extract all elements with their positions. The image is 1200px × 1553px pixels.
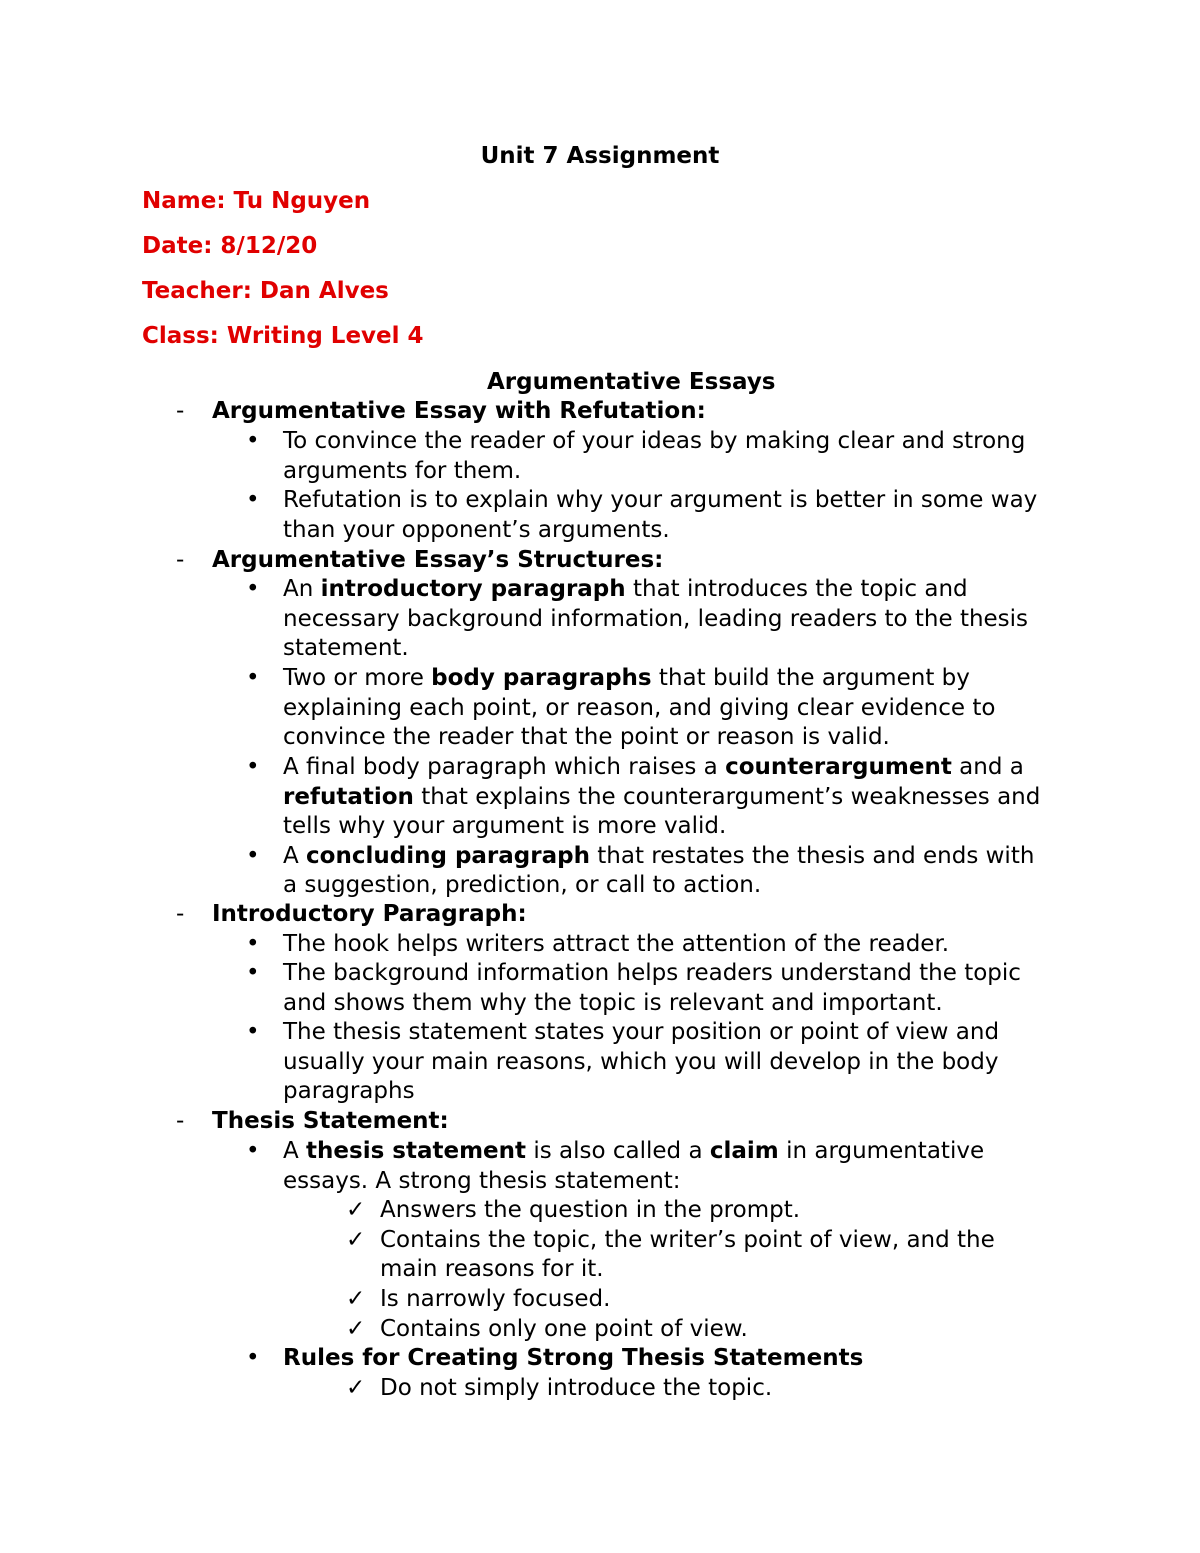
bullet-marker: • bbox=[246, 487, 260, 513]
dash-marker: - bbox=[176, 398, 185, 424]
teacher-name: Teacher: Dan Alves bbox=[142, 278, 389, 304]
section-heading-structures: Argumentative Essay’s Structures: bbox=[212, 547, 664, 573]
bullet-text: The thesis statement states your position or point of view and bbox=[283, 1019, 1000, 1045]
section-heading-refutation: Argumentative Essay with Refutation: bbox=[212, 398, 706, 424]
bold-term: body paragraphs bbox=[431, 665, 652, 691]
assignment-date: Date: 8/12/20 bbox=[142, 233, 318, 259]
dash-marker: - bbox=[176, 547, 185, 573]
check-text: Contains only one point of view. bbox=[380, 1316, 748, 1342]
bullet-text: statement. bbox=[283, 635, 409, 661]
bullet-marker: • bbox=[246, 843, 260, 869]
bullet-text: explaining each point, or reason, and giving clear evidence to bbox=[283, 695, 996, 721]
section-heading-introductory: Introductory Paragraph: bbox=[212, 901, 527, 927]
student-name: Name: Tu Nguyen bbox=[142, 188, 371, 214]
rules-heading: Rules for Creating Strong Thesis Statements bbox=[283, 1345, 864, 1371]
bold-term: introductory paragraph bbox=[320, 576, 626, 602]
section-heading-thesis: Thesis Statement: bbox=[212, 1108, 449, 1134]
class-name: Class: Writing Level 4 bbox=[142, 323, 424, 349]
bold-term: thesis statement bbox=[306, 1138, 527, 1164]
bullet-text: Refutation is to explain why your argument is better in some way bbox=[283, 487, 1038, 513]
check-text: main reasons for it. bbox=[380, 1256, 604, 1282]
check-text: Contains the topic, the writer’s point of view, and the bbox=[380, 1227, 995, 1253]
dash-marker: - bbox=[176, 1108, 185, 1134]
bullet-text: usually your main reasons, which you will develop in the body bbox=[283, 1049, 999, 1075]
bold-term: refutation bbox=[283, 784, 414, 810]
bullet-text: refutation that explains the counterargument’s weaknesses and bbox=[283, 784, 1041, 810]
bullet-text: paragraphs bbox=[283, 1078, 415, 1104]
check-icon: ✓ bbox=[346, 1286, 366, 1312]
bullet-text: necessary background information, leading readers to the thesis bbox=[283, 606, 1029, 632]
bullet-text: than your opponent’s arguments. bbox=[283, 517, 670, 543]
bullet-text: An introductory paragraph that introduces the topic and bbox=[283, 576, 968, 602]
bullet-text: Two or more body paragraphs that build the argument by bbox=[283, 665, 970, 691]
check-icon: ✓ bbox=[346, 1316, 366, 1342]
bullet-text: convince the reader that the point or reason is valid. bbox=[283, 724, 890, 750]
bullet-text: A final body paragraph which raises a counterargument and a bbox=[283, 754, 1024, 780]
bullet-text: and shows them why the topic is relevant and important. bbox=[283, 990, 943, 1016]
bold-term: concluding paragraph bbox=[306, 843, 590, 869]
check-icon: ✓ bbox=[346, 1197, 366, 1223]
check-text: Is narrowly focused. bbox=[380, 1286, 611, 1312]
bullet-text: a suggestion, prediction, or call to action. bbox=[283, 872, 762, 898]
bullet-text: The hook helps writers attract the attention of the reader. bbox=[283, 931, 950, 957]
bullet-text: A concluding paragraph that restates the thesis and ends with bbox=[283, 843, 1035, 869]
dash-marker: - bbox=[176, 901, 185, 927]
bullet-marker: • bbox=[246, 960, 260, 986]
document-title: Unit 7 Assignment bbox=[480, 143, 720, 169]
essay-heading: Argumentative Essays bbox=[487, 369, 776, 395]
bullet-text: tells why your argument is more valid. bbox=[283, 813, 727, 839]
bullet-marker: • bbox=[246, 1019, 260, 1045]
bullet-text: To convince the reader of your ideas by making clear and strong bbox=[283, 428, 1026, 454]
bullet-marker: • bbox=[246, 1138, 260, 1164]
check-icon: ✓ bbox=[346, 1227, 366, 1253]
bullet-text: essays. A strong thesis statement: bbox=[283, 1168, 681, 1194]
check-text: Answers the question in the prompt. bbox=[380, 1197, 801, 1223]
bullet-marker: • bbox=[246, 576, 260, 602]
bullet-marker: • bbox=[246, 931, 260, 957]
bullet-marker: • bbox=[246, 754, 260, 780]
bullet-marker: • bbox=[246, 428, 260, 454]
bold-term: counterargument bbox=[725, 754, 952, 780]
bullet-marker: • bbox=[246, 665, 260, 691]
check-icon: ✓ bbox=[346, 1375, 366, 1401]
bullet-text: arguments for them. bbox=[283, 458, 522, 484]
bullet-text: A thesis statement is also called a claim in argumentative bbox=[283, 1138, 985, 1164]
bullet-text: The background information helps readers understand the topic bbox=[283, 960, 1021, 986]
check-text: Do not simply introduce the topic. bbox=[380, 1375, 773, 1401]
bullet-marker: • bbox=[246, 1345, 260, 1371]
bold-term: claim bbox=[709, 1138, 779, 1164]
